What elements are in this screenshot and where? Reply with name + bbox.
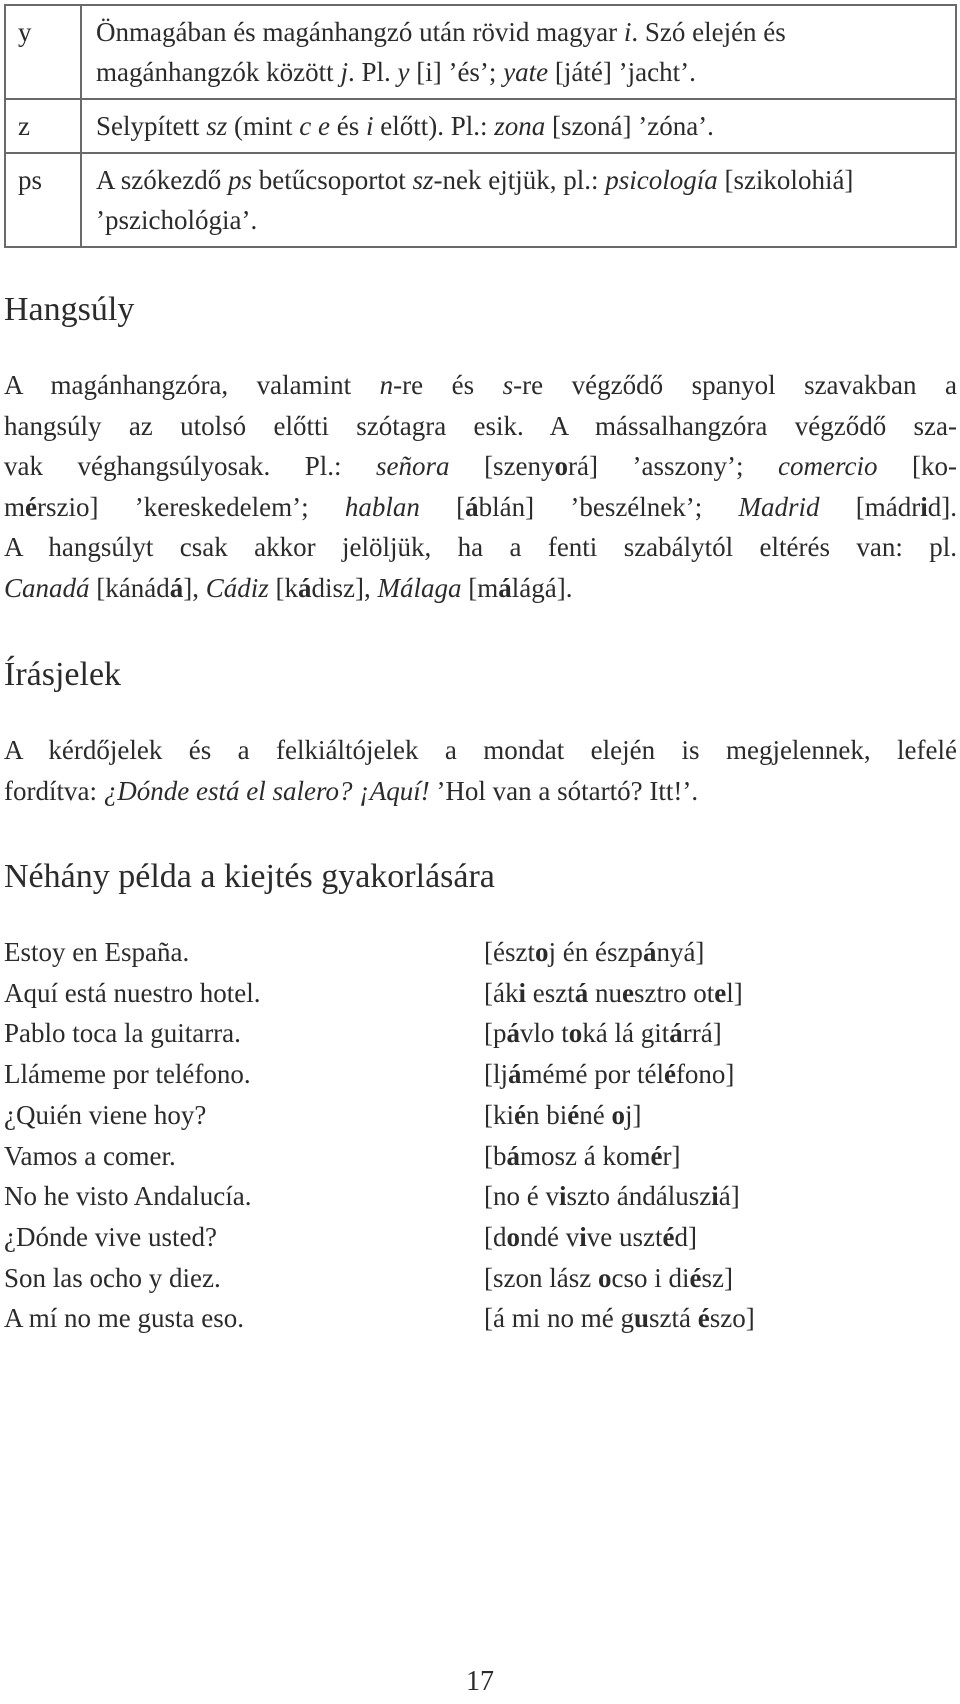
pronunciation: [áki esztá nuesztro otel] [484, 977, 743, 1008]
letter-table [4, 4, 957, 248]
list-item [4, 1217, 954, 1258]
list-item [4, 1095, 954, 1136]
spanish-sentence: Aquí está nuestro hotel. [4, 977, 261, 1008]
paragraph-line: A hangsúlyt csak akkor jelöljük, ha a fenti szabálytól eltérés van: pl. [4, 532, 957, 562]
spanish-sentence: Estoy en España. [4, 937, 190, 967]
pronunciation: [észtoj én észpányá] [484, 937, 705, 967]
table-row [5, 5, 956, 99]
spanish-sentence: No he visto Andalucía. [4, 1181, 252, 1212]
pronunciation: [szon lász ocso i diész] [484, 1262, 733, 1293]
paragraph-line: Canadá [kánádá], Cádiz [kádisz], Málaga [málágá]. [4, 572, 573, 603]
pronunciation: [bámosz á komér] [484, 1140, 681, 1171]
paragraph-hangsuly [4, 365, 957, 608]
spanish-sentence: Pablo toca la guitarra. [4, 1018, 241, 1049]
section-heading-examples: Néhány példa a kiejtés gyakorlására [4, 858, 495, 895]
paragraph-line: A magánhangzóra, valamint n-re és s-re végződő spanyol szavakban a [4, 370, 957, 400]
paragraph-line: fordítva: ¿Dónde está el salero? ¡Aquí! ’Hol van a sótartó? Itt!’. [4, 775, 699, 806]
list-item [4, 1298, 954, 1339]
list-item [4, 1013, 954, 1054]
spanish-sentence: Vamos a comer. [4, 1140, 176, 1171]
paragraph-line: vak véghangsúlyosak. Pl.: señora [szenyorá] ’asszony’; comercio [ko- [4, 451, 958, 481]
description-cell: Selypített sz (mint c e és i előtt). Pl.: zona [szoná] ’zóna’. [81, 99, 956, 153]
list-item [4, 1176, 954, 1217]
spanish-sentence: Son las ocho y diez. [4, 1262, 221, 1293]
list-item [4, 932, 954, 973]
list-item [4, 1258, 954, 1299]
letter-cell: ps [5, 153, 81, 247]
paragraph-line: hangsúly az utolsó előtti szótagra esik. A mássalhangzóra végződő sza- [4, 410, 957, 441]
paragraph-line: A kérdőjelek és a felkiáltójelek a mondat elején is megjelennek, lefelé [4, 735, 957, 765]
pronunciation: [ljámémé por téléfono] [484, 1059, 735, 1090]
pronunciation: [dondé vive usztéd] [484, 1221, 697, 1252]
example-list [4, 932, 954, 1339]
spanish-sentence: ¿Quién viene hoy? [4, 1099, 207, 1130]
section-heading-hangsuly: Hangsúly [4, 291, 135, 328]
spanish-sentence: ¿Dónde vive usted? [4, 1221, 217, 1252]
letter-cell: y [5, 5, 81, 99]
list-item [4, 973, 954, 1014]
paragraph-line: mérszio] ’kereskedelem’; hablan [áblán] ’beszélnek’; Madrid [mádrid]. [4, 491, 957, 522]
paragraph-irasjelek [4, 730, 957, 811]
description-cell: Önmagában és magánhangzó után rövid magyar i. Szó elején és magánhangzók között j. Pl. y [i] ’és’; yate [játé] ’jacht’. [81, 5, 956, 99]
spanish-sentence: A mí no me gusta eso. [4, 1303, 244, 1334]
spanish-sentence: Llámeme por teléfono. [4, 1059, 251, 1090]
letter-cell: z [5, 99, 81, 153]
description-cell: A szókezdő ps betűcsoportot sz-nek ejtjük, pl.: psicología [szikolohiá] ’pszichológia’. [81, 153, 956, 247]
pronunciation: [á mi no mé gusztá észo] [484, 1303, 755, 1334]
list-item [4, 1136, 954, 1177]
pronunciation: [no é viszto ándálusziá] [484, 1181, 740, 1212]
list-item [4, 1054, 954, 1095]
pronunciation: [pávlo toká lá gitárrá] [484, 1018, 722, 1049]
page-number: 17 [466, 1666, 494, 1697]
table-row [5, 153, 956, 247]
table-row [5, 99, 956, 153]
section-heading-irasjelek: Írásjelek [4, 656, 122, 693]
pronunciation: [kién biéné oj] [484, 1099, 642, 1130]
